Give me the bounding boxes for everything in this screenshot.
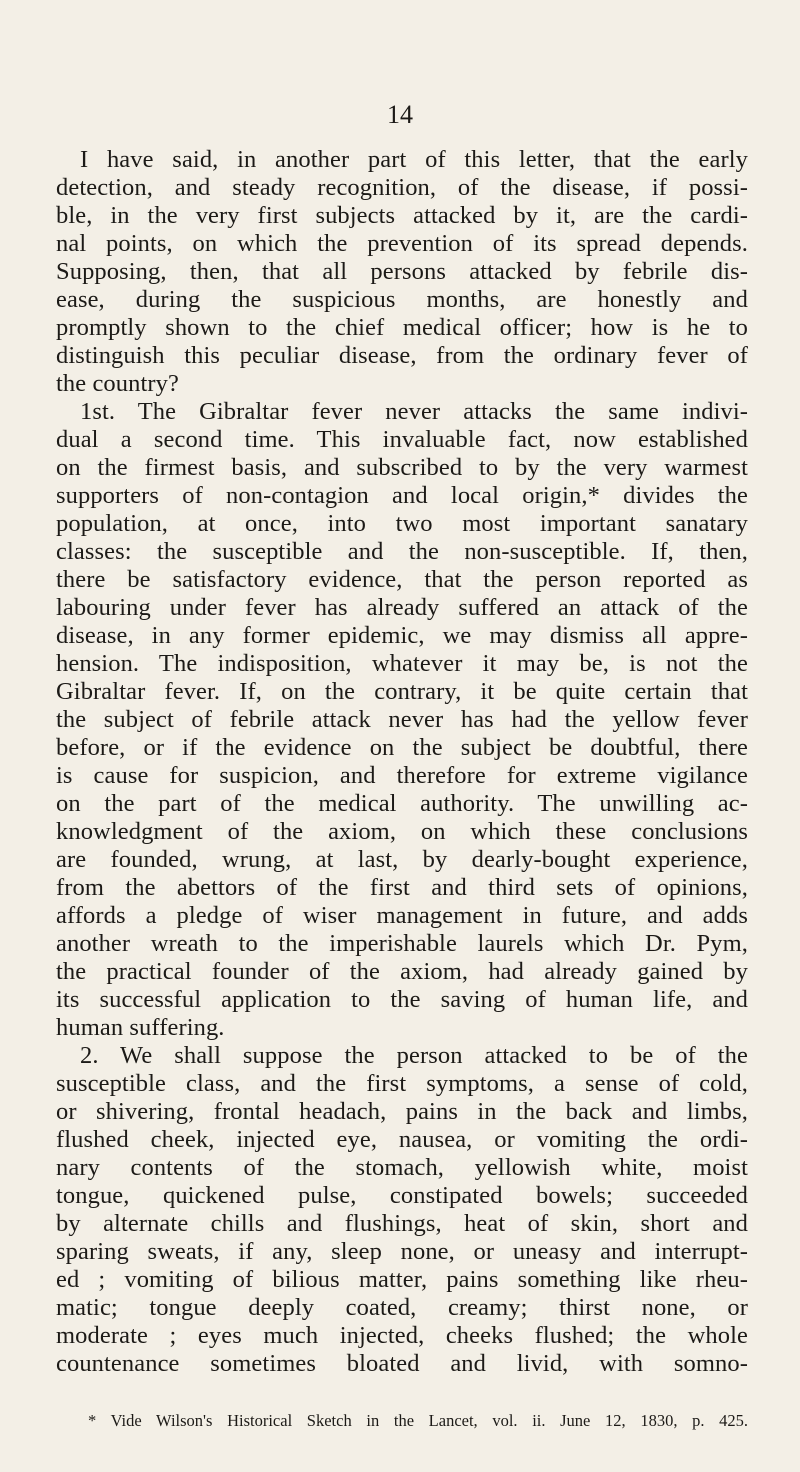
text-line: human suffering. (56, 1014, 225, 1041)
text-line: there be satisfactory evidence, that the person reported as (56, 566, 748, 593)
text-line: population, at once, into two most important sanatary (56, 510, 748, 537)
text-line: or shivering, frontal headach, pains in the back and limbs, (56, 1098, 748, 1125)
text-line: promptly shown to the chief medical officer; how is he to (56, 314, 748, 341)
text-line: detection, and steady recognition, of the disease, if possi- (56, 174, 748, 201)
text-line: disease, in any former epidemic, we may dismiss all appre- (56, 622, 748, 649)
body-text (56, 146, 748, 1378)
text-line: hension. The indisposition, whatever it may be, is not the (56, 650, 748, 677)
text-line: another wreath to the imperishable laurels which Dr. Pym, (56, 930, 748, 957)
text-line: on the firmest basis, and subscribed to by the very warmest (56, 454, 748, 481)
text-line: are founded, wrung, at last, by dearly-bought experience, (56, 846, 748, 873)
text-line: dual a second time. This invaluable fact, now established (56, 426, 748, 453)
text-line: its successful application to the saving of human life, and (56, 986, 748, 1013)
text-line: susceptible class, and the first symptoms, a sense of cold, (56, 1070, 748, 1097)
text-line: ease, during the suspicious months, are honestly and (56, 286, 748, 313)
text-line: the country? (56, 370, 179, 397)
text-line: by alternate chills and flushings, heat of skin, short and (56, 1210, 748, 1237)
text-line: Gibraltar fever. If, on the contrary, it be quite certain that (56, 678, 748, 705)
text-line: moderate ; eyes much injected, cheeks flushed; the whole (56, 1322, 748, 1349)
text-line: the subject of febrile attack never has had the yellow fever (56, 706, 748, 733)
text-line: tongue, quickened pulse, constipated bowels; succeeded (56, 1182, 748, 1209)
text-line: sparing sweats, if any, sleep none, or uneasy and interrupt- (56, 1238, 748, 1265)
text-line: 1st. The Gibraltar fever never attacks the same indivi- (80, 398, 748, 425)
text-line: 2. We shall suppose the person attacked to be of the (80, 1042, 748, 1069)
text-line: is cause for suspicion, and therefore for extreme vigilance (56, 762, 748, 789)
text-line: before, or if the evidence on the subject be doubtful, there (56, 734, 748, 761)
text-line: supporters of non-contagion and local origin,* divides the (56, 482, 748, 509)
text-line: on the part of the medical authority. The unwilling ac- (56, 790, 748, 817)
text-line: classes: the susceptible and the non-susceptible. If, then, (56, 538, 748, 565)
text-line: ed ; vomiting of bilious matter, pains something like rheu- (56, 1266, 748, 1293)
text-line: knowledgment of the axiom, on which these conclusions (56, 818, 748, 845)
text-line: from the abettors of the first and third sets of opinions, (56, 874, 748, 901)
text-line: matic; tongue deeply coated, creamy; thirst none, or (56, 1294, 748, 1321)
page-number: 14 (387, 100, 413, 129)
text-line: flushed cheek, injected eye, nausea, or vomiting the ordi- (56, 1126, 748, 1153)
text-line: I have said, in another part of this letter, that the early (80, 146, 748, 173)
text-line: the practical founder of the axiom, had already gained by (56, 958, 748, 985)
text-line: affords a pledge of wiser management in future, and adds (56, 902, 748, 929)
footnote: * Vide Wilson's Historical Sketch in the Lancet, vol. ii. June 12, 1830, p. 425. (88, 1411, 748, 1430)
text-line: labouring under fever has already suffered an attack of the (56, 594, 748, 621)
text-line: nary contents of the stomach, yellowish white, moist (56, 1154, 748, 1181)
text-line: ble, in the very first subjects attacked by it, are the cardi- (56, 202, 748, 229)
text-line: nal points, on which the prevention of its spread depends. (56, 230, 748, 257)
text-line: distinguish this peculiar disease, from the ordinary fever of (56, 342, 748, 369)
text-line: Supposing, then, that all persons attacked by febrile dis- (56, 258, 748, 285)
text-line: countenance sometimes bloated and livid, with somno- (56, 1350, 748, 1377)
